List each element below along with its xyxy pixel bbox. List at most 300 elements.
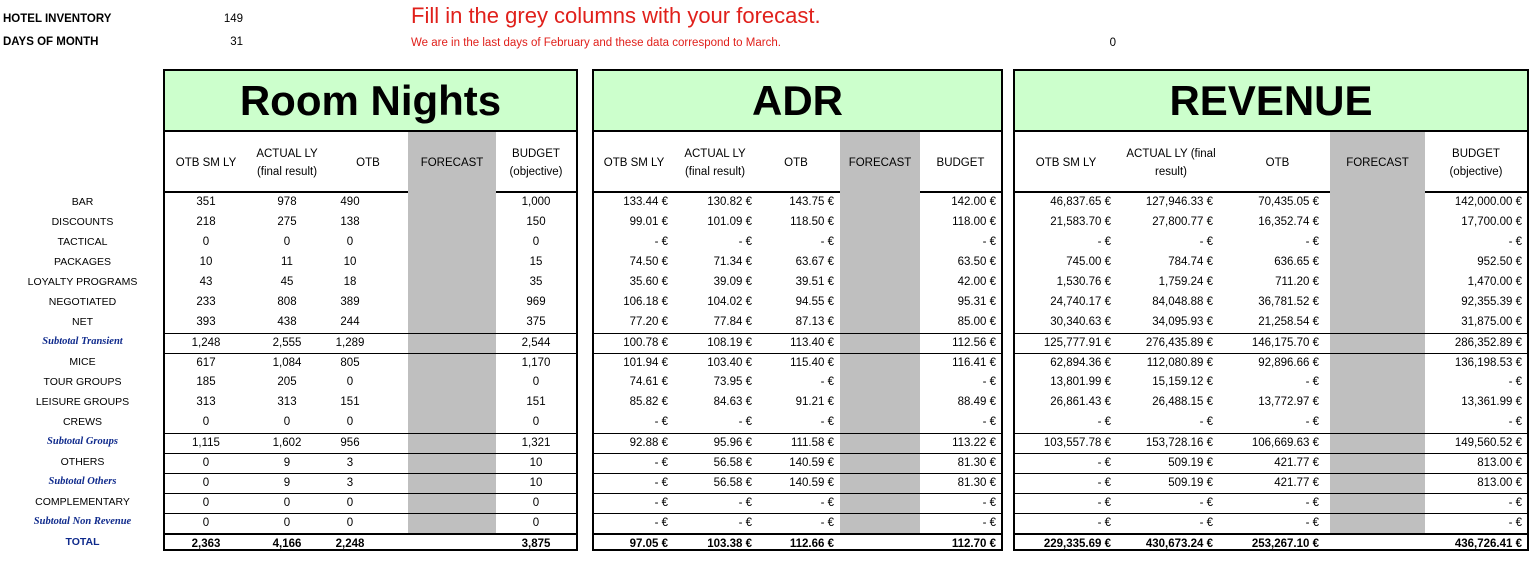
forecast-cell[interactable] — [1330, 474, 1425, 493]
actual-ly-cell: 808 — [277, 296, 297, 308]
budget-cell: 1,470.00 € — [1467, 276, 1522, 288]
column-header-budget — [1425, 132, 1527, 193]
forecast-cell[interactable] — [408, 535, 496, 554]
days-of-month-value[interactable]: 31 — [230, 36, 243, 48]
hotel-inventory-value[interactable]: 149 — [223, 13, 243, 25]
otb-sm-ly-cell: 103,557.78 € — [1043, 437, 1111, 449]
column-header-forecast — [840, 132, 920, 193]
budget-cell: 136,198.53 € — [1454, 357, 1522, 369]
forecast-cell[interactable] — [1330, 413, 1425, 432]
otb-sm-ly-cell: 133.44 € — [623, 196, 668, 208]
forecast-cell[interactable] — [840, 474, 920, 493]
table-row — [165, 313, 576, 333]
otb-sm-ly-cell: 43 — [199, 276, 213, 288]
otb-cell: - € — [1305, 497, 1319, 509]
otb-sm-ly-cell: 85.82 € — [629, 396, 668, 408]
budget-cell: 2,544 — [521, 337, 551, 349]
forecast-cell[interactable] — [840, 354, 920, 373]
budget-cell: 142,000.00 € — [1454, 196, 1522, 208]
table-row — [1015, 353, 1527, 373]
budget-cell: 0 — [532, 517, 540, 529]
table-row — [165, 393, 576, 413]
column-header-label: OTB — [784, 156, 808, 169]
row-label: NET — [72, 316, 93, 328]
otb-cell: - € — [1305, 376, 1319, 388]
table-row — [165, 373, 576, 393]
otb-sm-ly-cell: 35.60 € — [629, 276, 668, 288]
otb-sm-ly-cell: 125,777.91 € — [1043, 337, 1111, 349]
otb-sm-ly-cell: 100.78 € — [623, 337, 668, 349]
table-row — [1015, 333, 1527, 353]
forecast-cell[interactable] — [840, 393, 920, 412]
days-of-month-label: DAYS OF MONTH — [3, 36, 99, 48]
otb-cell: 2,248 — [335, 538, 365, 550]
budget-cell: 35 — [529, 276, 543, 288]
column-header-label: FORECAST — [420, 156, 484, 169]
otb-sm-ly-cell: - € — [1097, 236, 1111, 248]
budget-cell: 0 — [532, 416, 540, 428]
budget-cell: 375 — [526, 316, 546, 328]
forecast-cell[interactable] — [408, 213, 496, 232]
actual-ly-cell: 56.58 € — [713, 477, 752, 489]
otb-cell: 1,289 — [335, 337, 365, 349]
forecast-cell[interactable] — [408, 253, 496, 272]
budget-cell: - € — [982, 376, 996, 388]
otb-cell: 18 — [343, 276, 357, 288]
table-row — [165, 293, 576, 313]
otb-cell: 118.50 € — [790, 216, 834, 228]
column-header-label: OTB SM LY — [175, 156, 237, 169]
table-row — [165, 353, 576, 373]
budget-cell: 151 — [526, 396, 546, 408]
budget-cell: 92,355.39 € — [1461, 296, 1522, 308]
otb-cell: 636.65 € — [1274, 256, 1319, 268]
table-row — [1015, 253, 1527, 273]
forecast-cell[interactable] — [408, 474, 496, 493]
otb-sm-ly-cell: 218 — [196, 216, 216, 228]
otb-sm-ly-cell: 92.88 € — [629, 437, 668, 449]
otb-sm-ly-cell: 97.05 € — [629, 538, 668, 550]
actual-ly-cell: 9 — [283, 457, 291, 469]
forecast-cell[interactable] — [408, 354, 496, 373]
room-nights-title: Room Nights — [165, 71, 576, 132]
otb-sm-ly-cell: 0 — [202, 416, 210, 428]
forecast-cell[interactable] — [408, 514, 496, 533]
otb-cell: 111.58 € — [790, 437, 834, 449]
budget-cell: 1,000 — [521, 196, 551, 208]
forecast-cell[interactable] — [1330, 273, 1425, 292]
table-row — [594, 213, 1001, 233]
table-row — [594, 473, 1001, 493]
actual-ly-cell: 11 — [281, 256, 293, 268]
forecast-cell[interactable] — [840, 413, 920, 432]
actual-ly-cell: 77.84 € — [713, 316, 752, 328]
otb-cell: 115.40 € — [790, 357, 834, 369]
otb-sm-ly-cell: 229,335.69 € — [1043, 538, 1111, 550]
table-row — [1015, 413, 1527, 433]
otb-sm-ly-cell: - € — [654, 457, 668, 469]
otb-cell: - € — [820, 517, 834, 529]
stray-cell-value[interactable]: 0 — [1109, 37, 1116, 49]
budget-cell: 10 — [529, 477, 543, 489]
budget-cell: 31,875.00 € — [1461, 316, 1522, 328]
otb-sm-ly-cell: - € — [1097, 497, 1111, 509]
revenue-title: REVENUE — [1015, 71, 1527, 132]
table-row — [1015, 513, 1527, 533]
actual-ly-cell: 313 — [277, 396, 297, 408]
column-header-otb — [1225, 132, 1330, 193]
table-row — [594, 353, 1001, 373]
forecast-cell[interactable] — [408, 293, 496, 312]
column-header-otb-sm-ly — [165, 132, 247, 193]
forecast-cell[interactable] — [840, 434, 920, 453]
row-label: PACKAGES — [54, 256, 111, 268]
actual-ly-cell: 15,159.12 € — [1152, 376, 1213, 388]
forecast-cell[interactable] — [408, 193, 496, 212]
otb-cell: 0 — [346, 497, 354, 509]
table-row — [165, 213, 576, 233]
table-body — [165, 193, 576, 553]
actual-ly-cell: 73.95 € — [713, 376, 752, 388]
forecast-cell[interactable] — [1330, 434, 1425, 453]
otb-sm-ly-cell: 1,115 — [192, 437, 220, 449]
actual-ly-cell: 4,166 — [272, 538, 302, 550]
otb-cell: - € — [820, 376, 834, 388]
table-row — [165, 473, 576, 493]
forecast-cell[interactable] — [1330, 293, 1425, 312]
otb-cell: 711.20 € — [1275, 276, 1319, 288]
actual-ly-cell: 784.74 € — [1168, 256, 1213, 268]
otb-sm-ly-cell: 2,363 — [191, 538, 221, 550]
forecast-cell[interactable] — [840, 293, 920, 312]
forecast-cell[interactable] — [840, 535, 920, 554]
table-row — [165, 453, 576, 473]
column-header-label: FORECAST — [848, 156, 912, 169]
table-row — [594, 373, 1001, 393]
forecast-cell[interactable] — [840, 313, 920, 332]
actual-ly-cell: 34,095.93 € — [1152, 316, 1213, 328]
otb-sm-ly-cell: 617 — [196, 357, 216, 369]
otb-cell: 94.55 € — [795, 296, 834, 308]
forecast-cell[interactable] — [408, 233, 496, 252]
column-header-label: OTB SM LY — [1035, 156, 1097, 169]
forecast-cell[interactable] — [1330, 253, 1425, 272]
forecast-cell[interactable] — [840, 193, 920, 212]
otb-sm-ly-cell: - € — [1097, 517, 1111, 529]
budget-cell: 969 — [526, 296, 546, 308]
actual-ly-cell: 0 — [283, 416, 291, 428]
forecast-cell[interactable] — [408, 313, 496, 332]
budget-cell: 813.00 € — [1477, 457, 1522, 469]
column-header-actual-ly — [1117, 132, 1225, 193]
otb-sm-ly-cell: 313 — [196, 396, 216, 408]
forecast-cell[interactable] — [840, 233, 920, 252]
forecast-cell[interactable] — [408, 434, 496, 453]
otb-cell: 421.77 € — [1274, 477, 1319, 489]
forecast-cell[interactable] — [408, 494, 496, 513]
budget-cell: 1,170 — [521, 357, 551, 369]
forecast-cell[interactable] — [408, 413, 496, 432]
forecast-cell[interactable] — [1330, 454, 1425, 473]
actual-ly-cell: 84,048.88 € — [1152, 296, 1213, 308]
actual-ly-cell: - € — [1199, 236, 1213, 248]
actual-ly-cell: - € — [738, 416, 752, 428]
otb-sm-ly-cell: 13,801.99 € — [1050, 376, 1111, 388]
actual-ly-cell: - € — [738, 236, 752, 248]
otb-cell: 805 — [340, 357, 360, 369]
forecast-cell[interactable] — [1330, 393, 1425, 412]
actual-ly-cell: 0 — [283, 236, 291, 248]
room-nights-table — [163, 69, 578, 551]
actual-ly-cell: 103.40 € — [707, 357, 752, 369]
otb-sm-ly-cell: 393 — [196, 316, 216, 328]
otb-cell: 0 — [346, 416, 354, 428]
budget-cell: 952.50 € — [1477, 256, 1522, 268]
instruction-note: We are in the last days of February and these data correspond to March. — [411, 37, 781, 49]
budget-cell: 116.41 € — [952, 357, 996, 369]
otb-cell: 956 — [340, 437, 360, 449]
forecast-cell[interactable] — [840, 253, 920, 272]
otb-sm-ly-cell: 0 — [202, 497, 210, 509]
actual-ly-cell: 101.09 € — [707, 216, 752, 228]
otb-cell: 39.51 € — [795, 276, 834, 288]
table-row — [594, 333, 1001, 353]
column-header-label: BUDGET (objective) — [509, 147, 563, 178]
actual-ly-cell: 108.19 € — [707, 337, 752, 349]
budget-cell: 0 — [532, 497, 540, 509]
forecast-cell[interactable] — [1330, 494, 1425, 513]
actual-ly-cell: 84.63 € — [713, 396, 752, 408]
row-label: TOUR GROUPS — [43, 376, 122, 388]
otb-sm-ly-cell: 101.94 € — [623, 357, 668, 369]
budget-cell: 10 — [529, 457, 543, 469]
forecast-cell[interactable] — [1330, 535, 1425, 554]
actual-ly-cell: 112,080.89 € — [1146, 357, 1213, 369]
total-row — [1015, 533, 1527, 553]
budget-cell: 112.56 € — [952, 337, 996, 349]
table-row — [165, 433, 576, 453]
otb-cell: 70,435.05 € — [1258, 196, 1319, 208]
budget-cell: - € — [982, 416, 996, 428]
otb-cell: 92,896.66 € — [1258, 357, 1319, 369]
otb-cell: 91.21 € — [795, 396, 834, 408]
table-row — [594, 393, 1001, 413]
row-label: MICE — [69, 356, 96, 368]
forecast-cell[interactable] — [840, 373, 920, 392]
budget-cell: 3,875 — [521, 538, 551, 550]
otb-sm-ly-cell: - € — [1097, 477, 1111, 489]
budget-cell: 15 — [529, 256, 543, 268]
forecast-cell[interactable] — [1330, 233, 1425, 252]
actual-ly-cell: 1,602 — [272, 437, 302, 449]
table-row — [1015, 393, 1527, 413]
table-row — [594, 413, 1001, 433]
budget-cell: 113.22 € — [952, 437, 996, 449]
row-label: TOTAL — [65, 536, 100, 548]
table-row — [1015, 233, 1527, 253]
budget-cell: - € — [982, 236, 996, 248]
otb-sm-ly-cell: 0 — [202, 457, 210, 469]
actual-ly-cell: 509.19 € — [1168, 477, 1213, 489]
otb-cell: 490 — [340, 196, 360, 208]
table-row — [1015, 273, 1527, 293]
actual-ly-cell: 978 — [277, 196, 297, 208]
actual-ly-cell: 205 — [277, 376, 297, 388]
row-label: Subtotal Transient — [42, 336, 123, 347]
otb-sm-ly-cell: 351 — [196, 196, 216, 208]
otb-cell: 140.59 € — [789, 457, 834, 469]
forecast-cell[interactable] — [408, 273, 496, 292]
otb-cell: - € — [1305, 517, 1319, 529]
table-row — [165, 413, 576, 433]
budget-cell: 286,352.89 € — [1454, 337, 1522, 349]
otb-cell: 16,352.74 € — [1258, 216, 1319, 228]
budget-cell: - € — [982, 517, 996, 529]
row-label: CREWS — [62, 416, 103, 428]
column-header-label: BUDGET (objective) — [1449, 147, 1503, 178]
otb-sm-ly-cell: 21,583.70 € — [1050, 216, 1111, 228]
otb-cell: 21,258.54 € — [1258, 316, 1319, 328]
budget-cell: 81.30 € — [957, 477, 996, 489]
budget-cell: 88.49 € — [957, 396, 996, 408]
otb-cell: 10 — [343, 256, 357, 268]
otb-cell: 112.66 € — [789, 538, 834, 550]
forecast-cell[interactable] — [1330, 354, 1425, 373]
actual-ly-cell: - € — [1199, 416, 1213, 428]
budget-cell: 13,361.99 € — [1461, 396, 1522, 408]
otb-sm-ly-cell: - € — [654, 517, 668, 529]
forecast-cell[interactable] — [840, 213, 920, 232]
otb-sm-ly-cell: 0 — [202, 236, 210, 248]
row-label: OTHERS — [60, 456, 105, 468]
actual-ly-cell: 438 — [277, 316, 297, 328]
column-header-actual-ly — [247, 132, 327, 193]
otb-sm-ly-cell: - € — [654, 416, 668, 428]
table-row — [165, 253, 576, 273]
forecast-cell[interactable] — [1330, 213, 1425, 232]
hotel-inventory-label: HOTEL INVENTORY — [3, 13, 112, 25]
actual-ly-cell: 127,946.33 € — [1145, 196, 1213, 208]
forecast-cell[interactable] — [840, 454, 920, 473]
otb-cell: 0 — [346, 376, 354, 388]
adr-table — [592, 69, 1003, 551]
column-header-label: FORECAST — [1346, 156, 1409, 169]
row-label: LEISURE GROUPS — [35, 396, 130, 408]
table-body — [1015, 193, 1527, 553]
forecast-cell[interactable] — [840, 273, 920, 292]
otb-sm-ly-cell: 30,340.63 € — [1050, 316, 1111, 328]
table-row — [1015, 313, 1527, 333]
forecast-cell[interactable] — [1330, 373, 1425, 392]
forecast-cell[interactable] — [408, 334, 496, 353]
column-header-budget — [496, 132, 576, 193]
column-header-forecast — [1330, 132, 1425, 193]
column-header-label: BUDGET — [936, 156, 985, 169]
table-row — [594, 233, 1001, 253]
budget-cell: - € — [1508, 376, 1522, 388]
otb-cell: - € — [1305, 236, 1319, 248]
otb-sm-ly-cell: 24,740.17 € — [1050, 296, 1111, 308]
budget-cell: 85.00 € — [957, 316, 996, 328]
table-row — [1015, 213, 1527, 233]
budget-cell: 1,321 — [521, 437, 551, 449]
column-header-otb — [327, 132, 409, 193]
table-row — [165, 273, 576, 293]
table-row — [594, 293, 1001, 313]
forecast-cell[interactable] — [408, 454, 496, 473]
budget-cell: 142.00 € — [951, 196, 996, 208]
forecast-cell[interactable] — [1330, 193, 1425, 212]
actual-ly-cell: - € — [738, 517, 752, 529]
otb-cell: 138 — [340, 216, 360, 228]
otb-sm-ly-cell: 0 — [202, 517, 210, 529]
table-row — [594, 253, 1001, 273]
column-header-forecast — [408, 132, 496, 193]
table-body — [594, 193, 1001, 553]
actual-ly-cell: 56.58 € — [713, 457, 752, 469]
column-header-budget — [920, 132, 1001, 193]
otb-sm-ly-cell: 0 — [202, 477, 210, 489]
row-label: Subtotal Others — [48, 476, 117, 487]
actual-ly-cell: 95.96 € — [713, 437, 752, 449]
budget-cell: - € — [1508, 236, 1522, 248]
otb-cell: - € — [820, 497, 834, 509]
budget-cell: 0 — [532, 376, 540, 388]
forecast-cell[interactable] — [840, 514, 920, 533]
column-header-label: OTB — [356, 156, 380, 169]
actual-ly-cell: 275 — [277, 216, 297, 228]
row-label: Subtotal Groups — [47, 436, 118, 447]
table-row — [594, 513, 1001, 533]
table-row — [1015, 453, 1527, 473]
actual-ly-cell: 27,800.77 € — [1152, 216, 1213, 228]
otb-cell: 113.40 € — [790, 337, 834, 349]
forecast-cell[interactable] — [408, 393, 496, 412]
forecast-cell[interactable] — [840, 494, 920, 513]
row-label: NEGOTIATED — [48, 296, 117, 308]
otb-sm-ly-cell: 99.01 € — [629, 216, 668, 228]
otb-sm-ly-cell: 10 — [199, 256, 213, 268]
table-row — [1015, 433, 1527, 453]
table-row — [1015, 493, 1527, 513]
otb-cell: 151 — [340, 396, 360, 408]
actual-ly-cell: 26,488.15 € — [1152, 396, 1213, 408]
actual-ly-cell: 1,084 — [272, 357, 302, 369]
actual-ly-cell: 509.19 € — [1168, 457, 1213, 469]
forecast-cell[interactable] — [1330, 313, 1425, 332]
column-header-label: ACTUAL LY (final result) — [684, 147, 746, 178]
forecast-cell[interactable] — [840, 334, 920, 353]
table-row — [594, 433, 1001, 453]
otb-sm-ly-cell: 77.20 € — [629, 316, 668, 328]
actual-ly-cell: - € — [1199, 517, 1213, 529]
otb-cell: 0 — [346, 517, 354, 529]
forecast-cell[interactable] — [408, 373, 496, 392]
actual-ly-cell: 39.09 € — [713, 276, 752, 288]
budget-cell: - € — [982, 497, 996, 509]
forecast-cell[interactable] — [1330, 514, 1425, 533]
table-row — [594, 313, 1001, 333]
forecast-cell[interactable] — [1330, 334, 1425, 353]
otb-cell: 3 — [346, 457, 354, 469]
table-row — [165, 493, 576, 513]
budget-cell: - € — [1508, 416, 1522, 428]
total-row — [165, 533, 576, 553]
budget-cell: 95.31 € — [957, 296, 996, 308]
row-label: TACTICAL — [57, 236, 108, 248]
table-row — [1015, 193, 1527, 213]
otb-cell: 421.77 € — [1274, 457, 1319, 469]
